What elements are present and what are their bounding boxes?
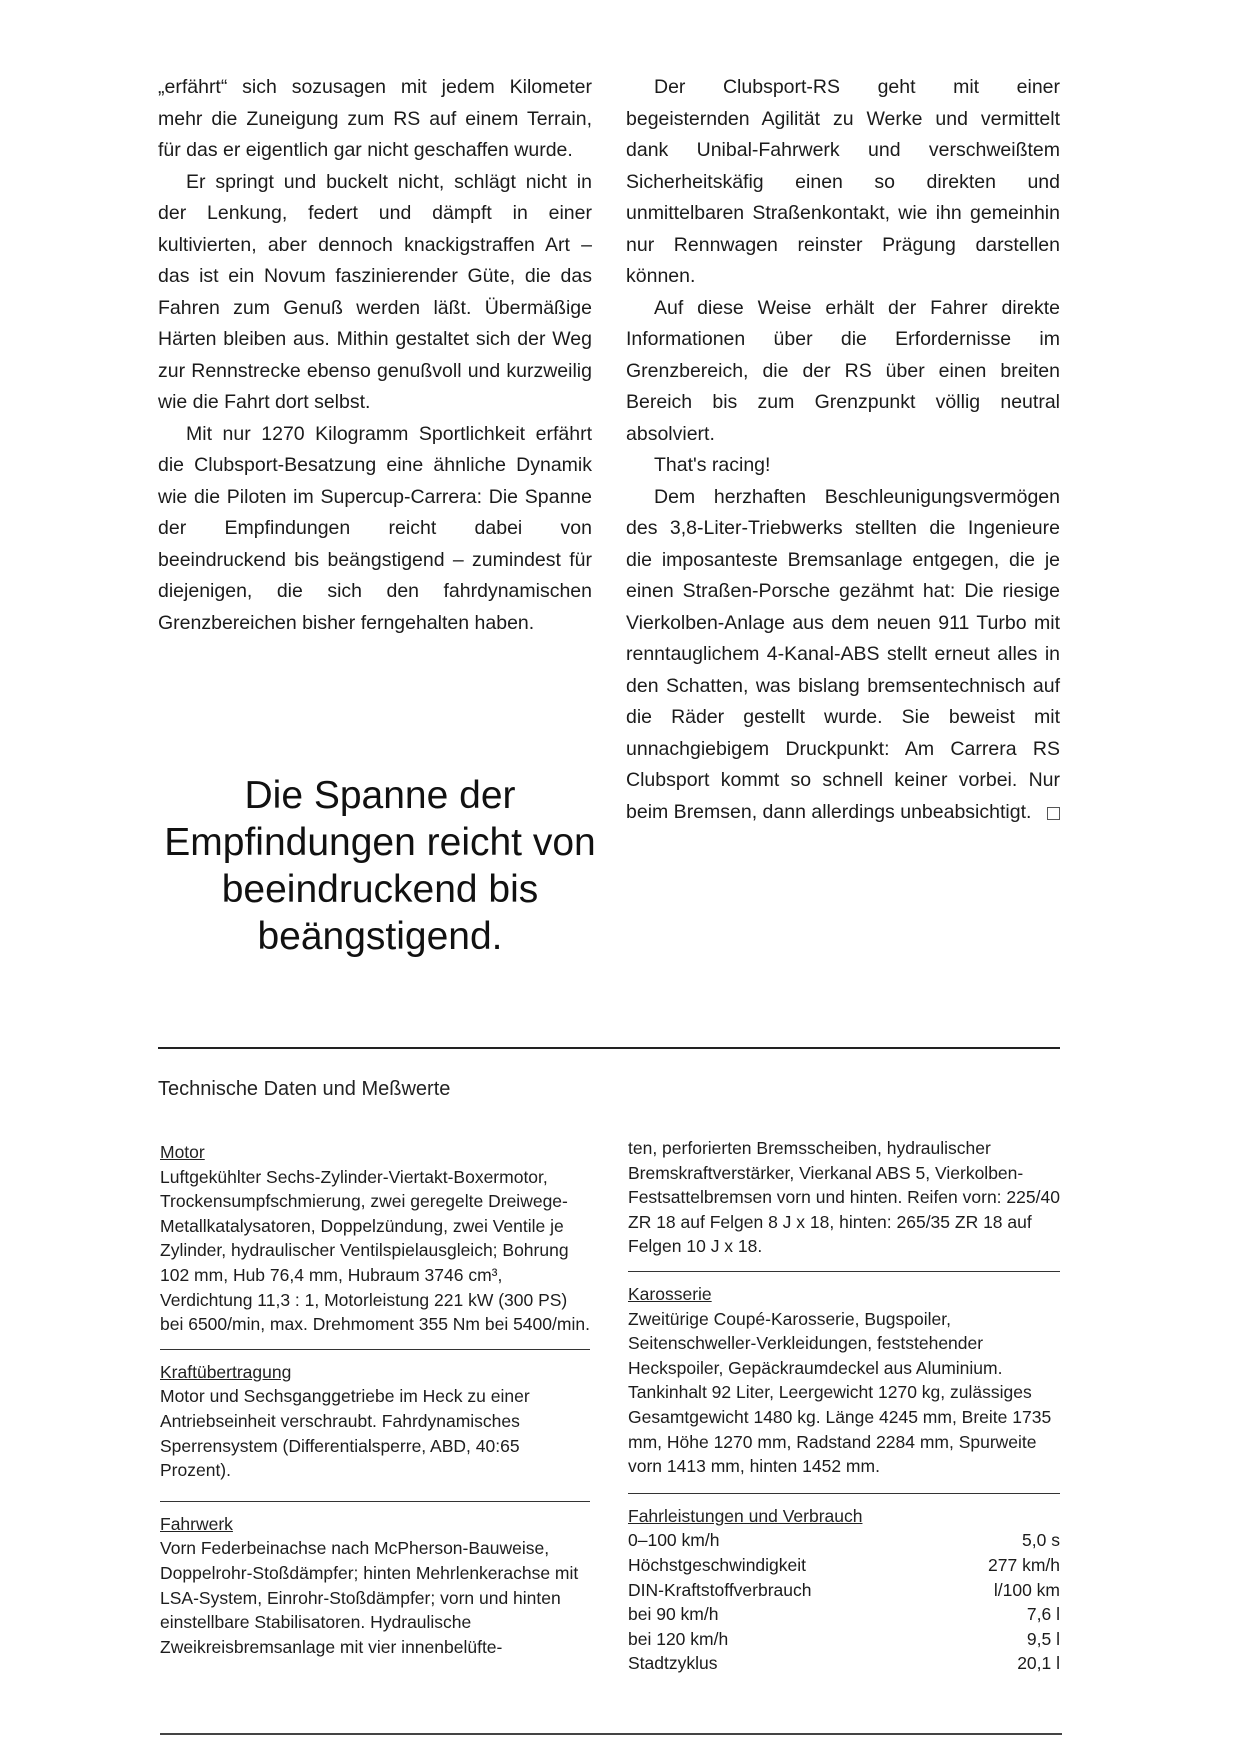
article-paragraph: Er springt und buckelt nicht, schlägt nicht in der Lenkung, federt und dämpft in einer kultivierten, aber dennoch knackigstraffen Art – das ist ein Novum faszinierender Güte, die das Fahren zum Genuß werden läßt. Übermäßige Härten bleiben aus. Mithin gestaltet sich der Weg zur Rennstrecke ebenso genußvoll und kurzweilig wie die Fahrt dort selbst. [158,170,592,413]
article-paragraph: That's racing! [654,454,771,476]
perf-label: Stadtzyklus [628,1653,718,1674]
spec-text-karosserie: Zweitürige Coupé-Karosserie, Bugspoiler, Seitenschweller-Verkleidungen, feststehender Heckspoiler, Gepäckraumdeckel aus Aluminium. Tankinhalt 92 Liter, Leergewicht 1270 kg, zulässiges Gesamtgewicht 1480 kg. Länge 4245 mm, Breite 1735 mm, Höhe 1270 mm, Radstand 2284 mm, Spurweite vorn 1413 mm, hinten 1452 mm. [628,1308,1052,1477]
perf-value: 277 km/h [988,1554,1060,1575]
article-paragraph: „erfährt“ sich sozusagen mit jedem Kilometer mehr die Zuneigung zum RS auf einem Terrain, für das er eigentlich gar nicht geschaffen wurde. [158,76,592,161]
spec-heading-performance: Fahrleistungen und Verbrauch [628,1505,863,1526]
spec-divider [160,1501,590,1502]
perf-value: 5,0 s [1022,1530,1060,1551]
page-bottom-rule [160,1733,1062,1735]
perf-label: 0–100 km/h [628,1530,720,1551]
article-column-right [626,72,1060,828]
perf-label: bei 120 km/h [628,1628,729,1649]
spec-text-fahrwerk-continued: ten, perforierten Bremsscheiben, hydraulischer Bremskraftverstärker, Vierkanal ABS 5, Vierkolben-Festsattelbremsen vorn und hinten. Reifen vorn: 225/40 ZR 18 auf Felgen 8 J x 18, hinten: 265/35 ZR 18 auf Felgen 10 J x 18. [628,1138,1060,1257]
pull-quote: Die Spanne der Empfindungen reicht von beeindruckend bis beängstigend. [164,774,596,958]
spec-text-motor: Luftgekühlter Sechs-Zylinder-Viertakt-Boxermotor, Trockensumpfschmierung, zwei geregelte Dreiwege-Metallkatalysatoren, Doppelzündung, zwei Ventile je Zylinder, hydraulischer Ventilspielausgleich; Bohrung 102 mm, Hub 76,4 mm, Hubraum 3746 cm³, Verdichtung 11,3 : 1, Motorleistung 221 kW (300 PS) bei 6500/min, max. Drehmoment 355 Nm bei 5400/min. [160,1166,590,1335]
perf-value: 9,5 l [1026,1628,1060,1649]
table-row [628,1528,1060,1553]
spec-divider [628,1271,1060,1272]
specs-column-left [160,1140,590,1659]
performance-table [628,1528,1060,1676]
table-row [628,1578,1060,1603]
end-mark-icon [1047,807,1060,820]
perf-value: l/100 km [993,1579,1060,1600]
spec-heading-fahrwerk: Fahrwerk [160,1513,233,1534]
article-paragraph-last [626,482,1060,829]
perf-value: 20,1 l [1017,1653,1060,1674]
table-row [628,1651,1060,1676]
perf-label: DIN-Kraftstoffverbrauch [628,1579,812,1600]
spec-divider [160,1349,590,1350]
perf-value: 7,6 l [1026,1604,1060,1625]
perf-label: Höchstgeschwindigkeit [628,1554,807,1575]
section-divider [158,1047,1060,1049]
article-column-left [158,72,592,639]
article-paragraph: Auf diese Weise erhält der Fahrer direkte Informationen über die Erfordernisse im Grenzbereich, die der RS über einen breiten Bereich bis zum Grenzpunkt völlig neutral absolviert. [626,296,1060,445]
article-paragraph: Mit nur 1270 Kilogramm Sportlichkeit erfährt die Clubsport-Besatzung eine ähnliche Dynamik wie die Piloten im Supercup-Carrera: Die Spanne der Empfindungen reicht dabei von beeindruckend bis beängstigend – zumindest für diejenigen, die sich den fahrdynamischen Grenzbereichen bisher ferngehalten haben. [158,422,592,634]
article-paragraph: Der Clubsport-RS geht mit einer begeisternden Agilität zu Werke und vermittelt dank Unibal-Fahrwerk und verschweißtem Sicherheitskäfig einen so direkten und unmittelbaren Straßenkontakt, wie ihn gemeinhin nur Rennwagen reinster Prägung darstellen können. [626,76,1060,287]
spec-text-kraftuebertragung: Motor und Sechsganggetriebe im Heck zu einer Antriebseinheit verschraubt. Fahrdynamisches Sperrensystem (Differentialsperre, ABD, 40:65 Prozent). [160,1386,530,1481]
spec-heading-kraftuebertragung: Kraftübertragung [160,1361,292,1382]
spec-heading-motor: Motor [160,1142,205,1162]
table-row [628,1627,1060,1652]
spec-heading-karosserie: Karosserie [628,1283,712,1304]
spec-divider [628,1493,1060,1494]
article-paragraph-text: Dem herzhaften Beschleunigungsvermögen des 3,8-Liter-Triebwerks stellten die Ingenieure die imposanteste Bremsanlage entgegen, die je einen Straßen-Porsche gezähmt hat: Die riesige Vierkolben-Anlage aus dem neuen 911 Turbo mit renntauglichem 4-Kanal-ABS stellt erneut alles in den Schatten, was bislang bremsentechnisch auf die Räder gestellt wurde. Sie beweist mit unnachgiebigem Druckpunkt: Am Carrera RS Clubsport kommt so schnell keiner vorbei. Nur beim Bremsen, dann allerdings unbeabsichtigt. [626,485,1060,823]
table-row [628,1602,1060,1627]
perf-label: bei 90 km/h [628,1604,719,1625]
spec-text-fahrwerk: Vorn Federbeinachse nach McPherson-Bauweise, Doppelrohr-Stoßdämpfer; hinten Mehrlenkerachse mit LSA-System, Einrohr-Stoßdämpfer; vorn und hinten einstellbare Stabilisatoren. Hydraulische Zweikreisbremsanlage mit vier innenbelüfte- [160,1538,579,1657]
specs-title: Technische Daten und Meßwerte [158,1078,451,1100]
specs-column-right [628,1136,1060,1676]
table-row [628,1553,1060,1578]
